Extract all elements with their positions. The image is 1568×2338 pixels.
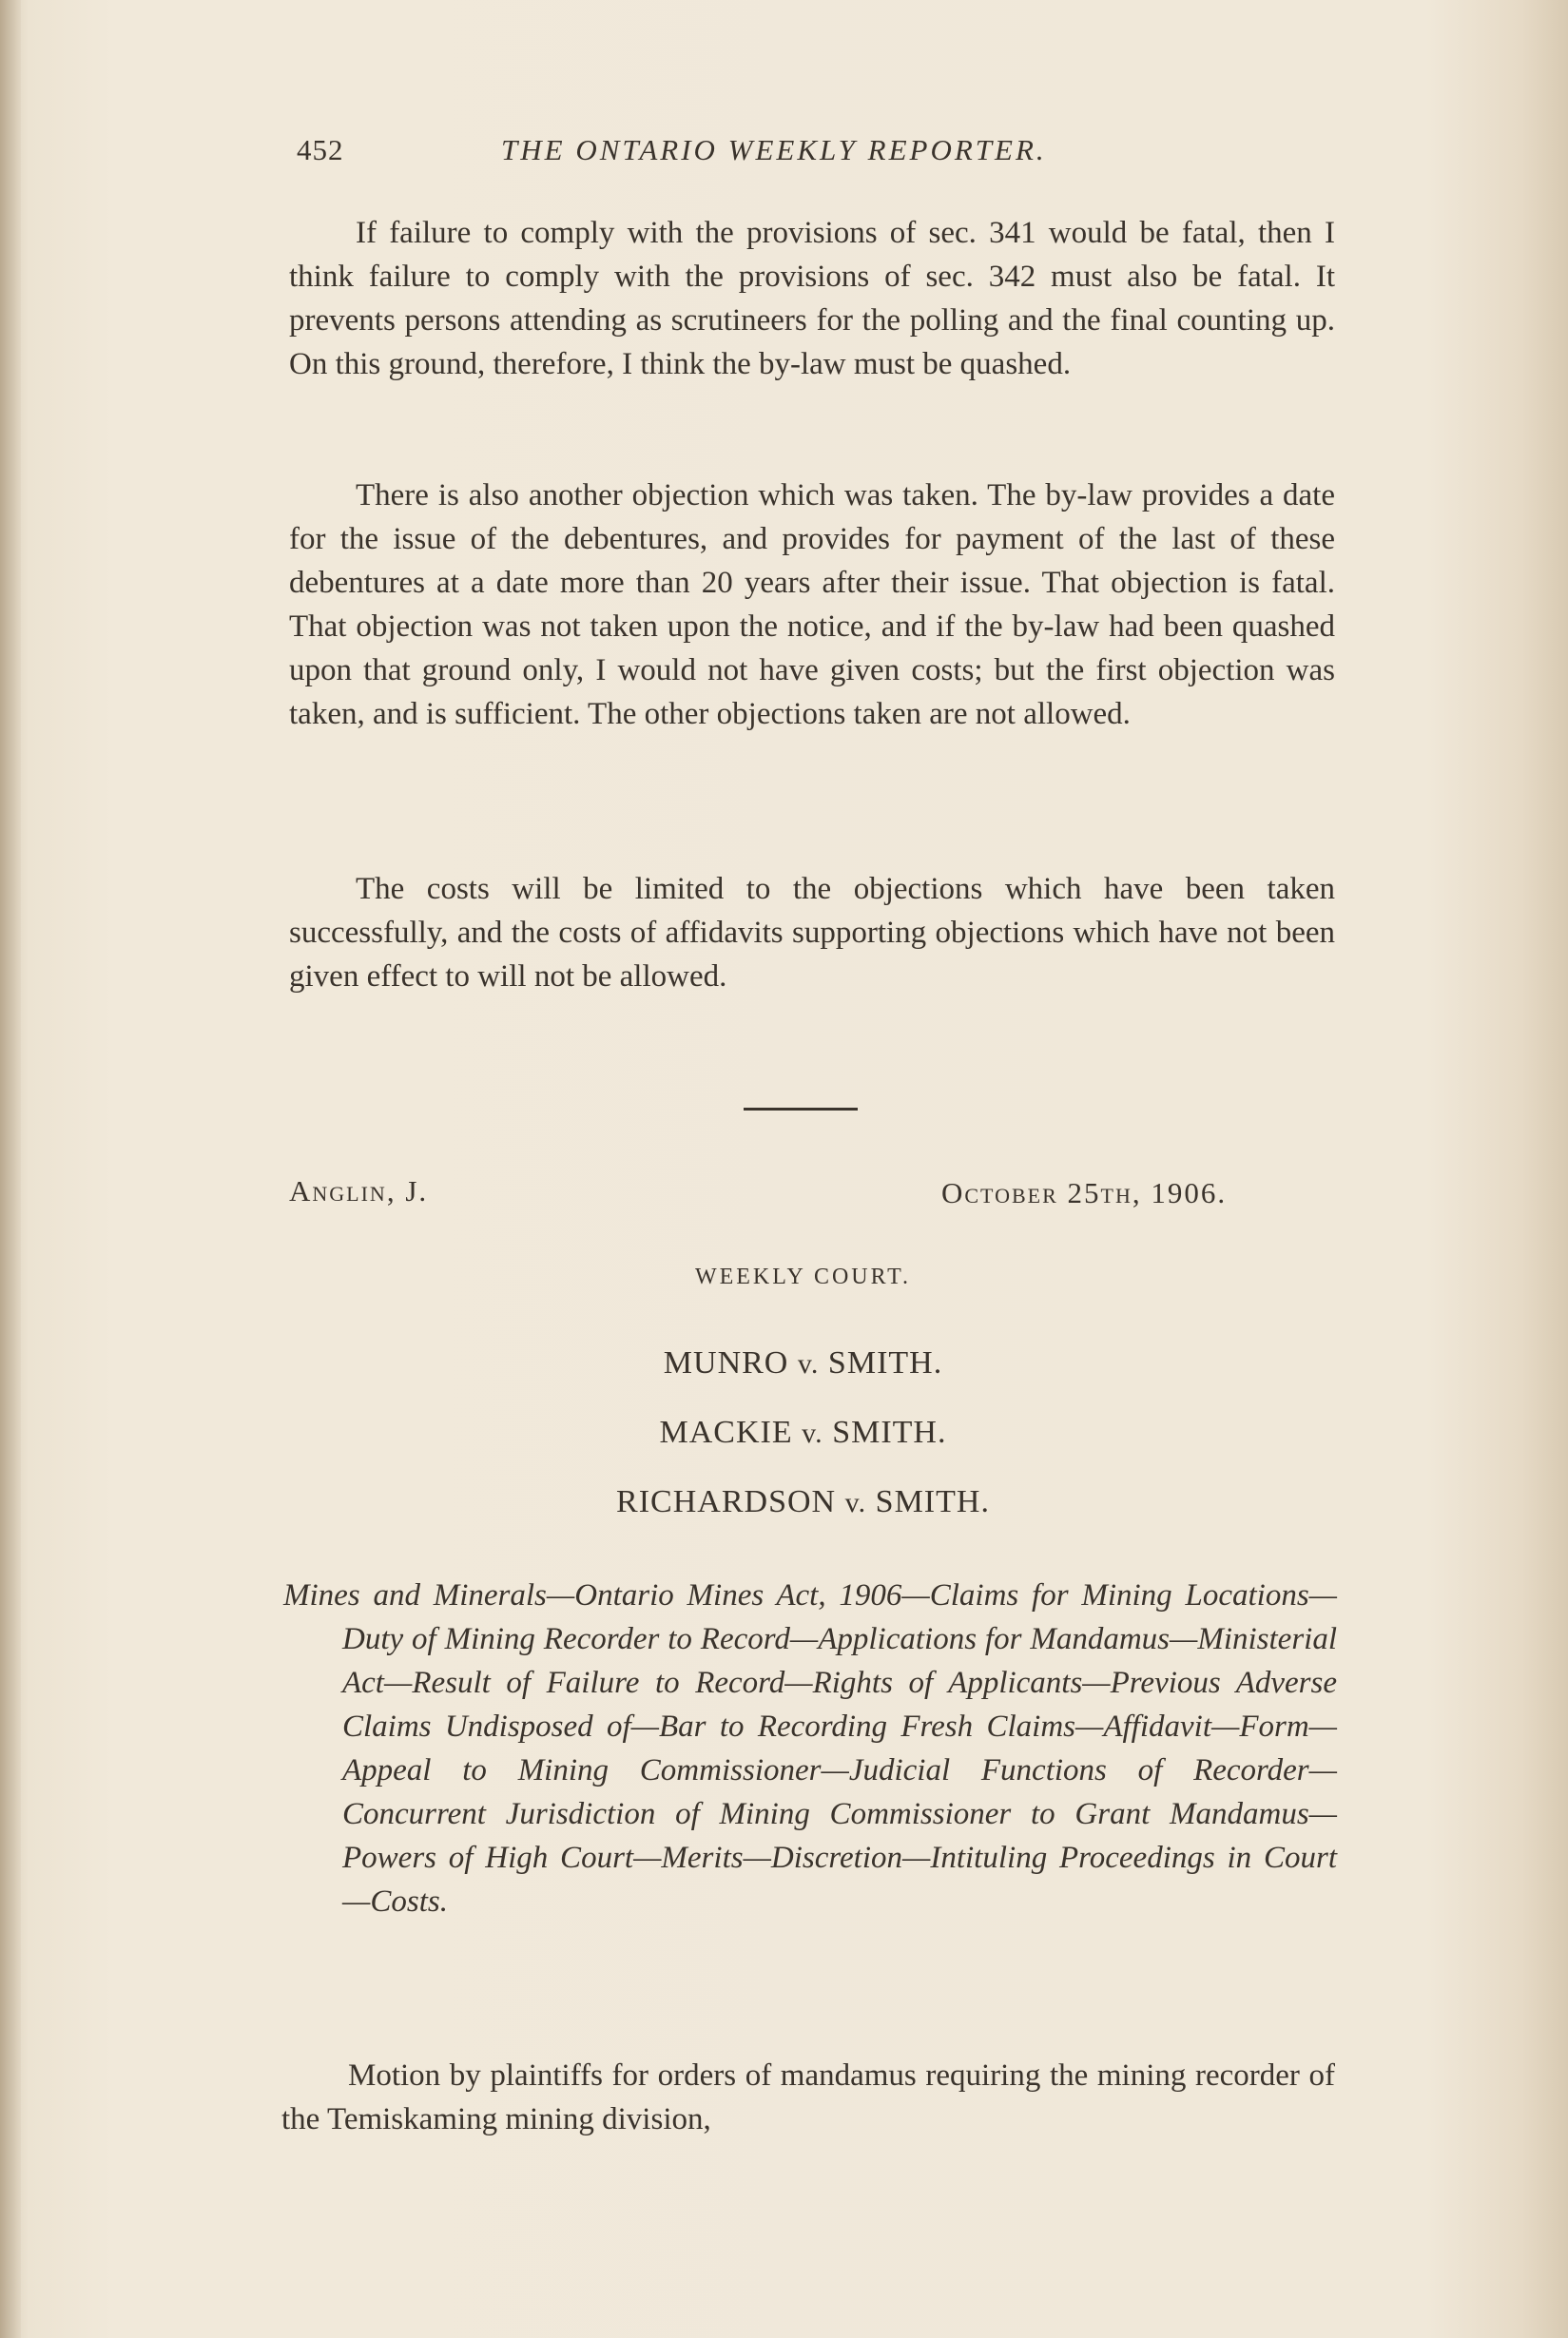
judge-name: Anglin, J. (289, 1174, 429, 1208)
paragraph-2: There is also another objection which was taken. The by-law provides a date for the issue of the debentures, and provides for payment of the last of these debentures at a date more than 20 years after their issue. That objection is fatal. That objection was not taken upon the notice, and if the by-law had been quashed upon that ground only, I would not have given costs; but the first objection was taken, and is sufficient. The other objections taken are not allowed. (289, 478, 1335, 731)
case-defendant: SMITH. (832, 1415, 947, 1450)
case-plaintiff: MACKIE (659, 1415, 793, 1450)
case-title-3 (0, 1484, 1568, 1520)
case-versus: v. (844, 1487, 867, 1518)
case-plaintiff: RICHARDSON (616, 1484, 837, 1519)
paragraph-3: The costs will be limited to the objections which have been taken successfully, and the costs of affidavits supporting objections which have not been given effect to will not be allowed. (289, 872, 1335, 994)
case-versus: v. (802, 1418, 823, 1449)
case-defendant: SMITH. (827, 1345, 943, 1381)
case-title-2 (0, 1415, 1568, 1451)
motion-paragraph: Motion by plaintiffs for orders of mandamus requiring the mining recorder of the Temiskaming mining division, (281, 2058, 1335, 2136)
case-plaintiff: MUNRO (663, 1345, 789, 1381)
running-title: THE ONTARIO WEEKLY REPORTER. (501, 133, 1047, 166)
paragraph-1: If failure to comply with the provisions of sec. 341 would be fatal, then I think failure to comply with the provisions of sec. 342 must also be fatal. It prevents persons attending as scrutineers for the polling and the final counting up. On this ground, therefore, I think the by-law must be quashed. (289, 216, 1335, 381)
case-versus: v. (797, 1348, 820, 1380)
page-number: 452 (297, 133, 344, 166)
page-spine-shadow (0, 0, 21, 2338)
headnote: Mines and Minerals—Ontario Mines Act, 1906—Claims for Mining Locations—Duty of Mining Recorder to Record—Applications for Mandamus—Ministerial Act—Result of Failure to Record—Rights of Applicants—Previous Adverse Claims Undisposed of—Bar to Recording Fresh Claims—Affidavit—Form—Appeal to Mining Commissioner—Judicial Functions of Recorder—Concurrent Jurisdiction of Mining Commissioner to Grant Mandamus—Powers of High Court—Merits—Discretion—Intituling Proceedings in Court—Costs. (283, 1578, 1337, 1919)
case-defendant: SMITH. (875, 1484, 990, 1519)
decision-date: October 25th, 1906. (941, 1176, 1228, 1209)
court-name: WEEKLY COURT. (694, 1265, 912, 1289)
section-divider (744, 1108, 858, 1111)
case-title-1 (0, 1345, 1568, 1382)
